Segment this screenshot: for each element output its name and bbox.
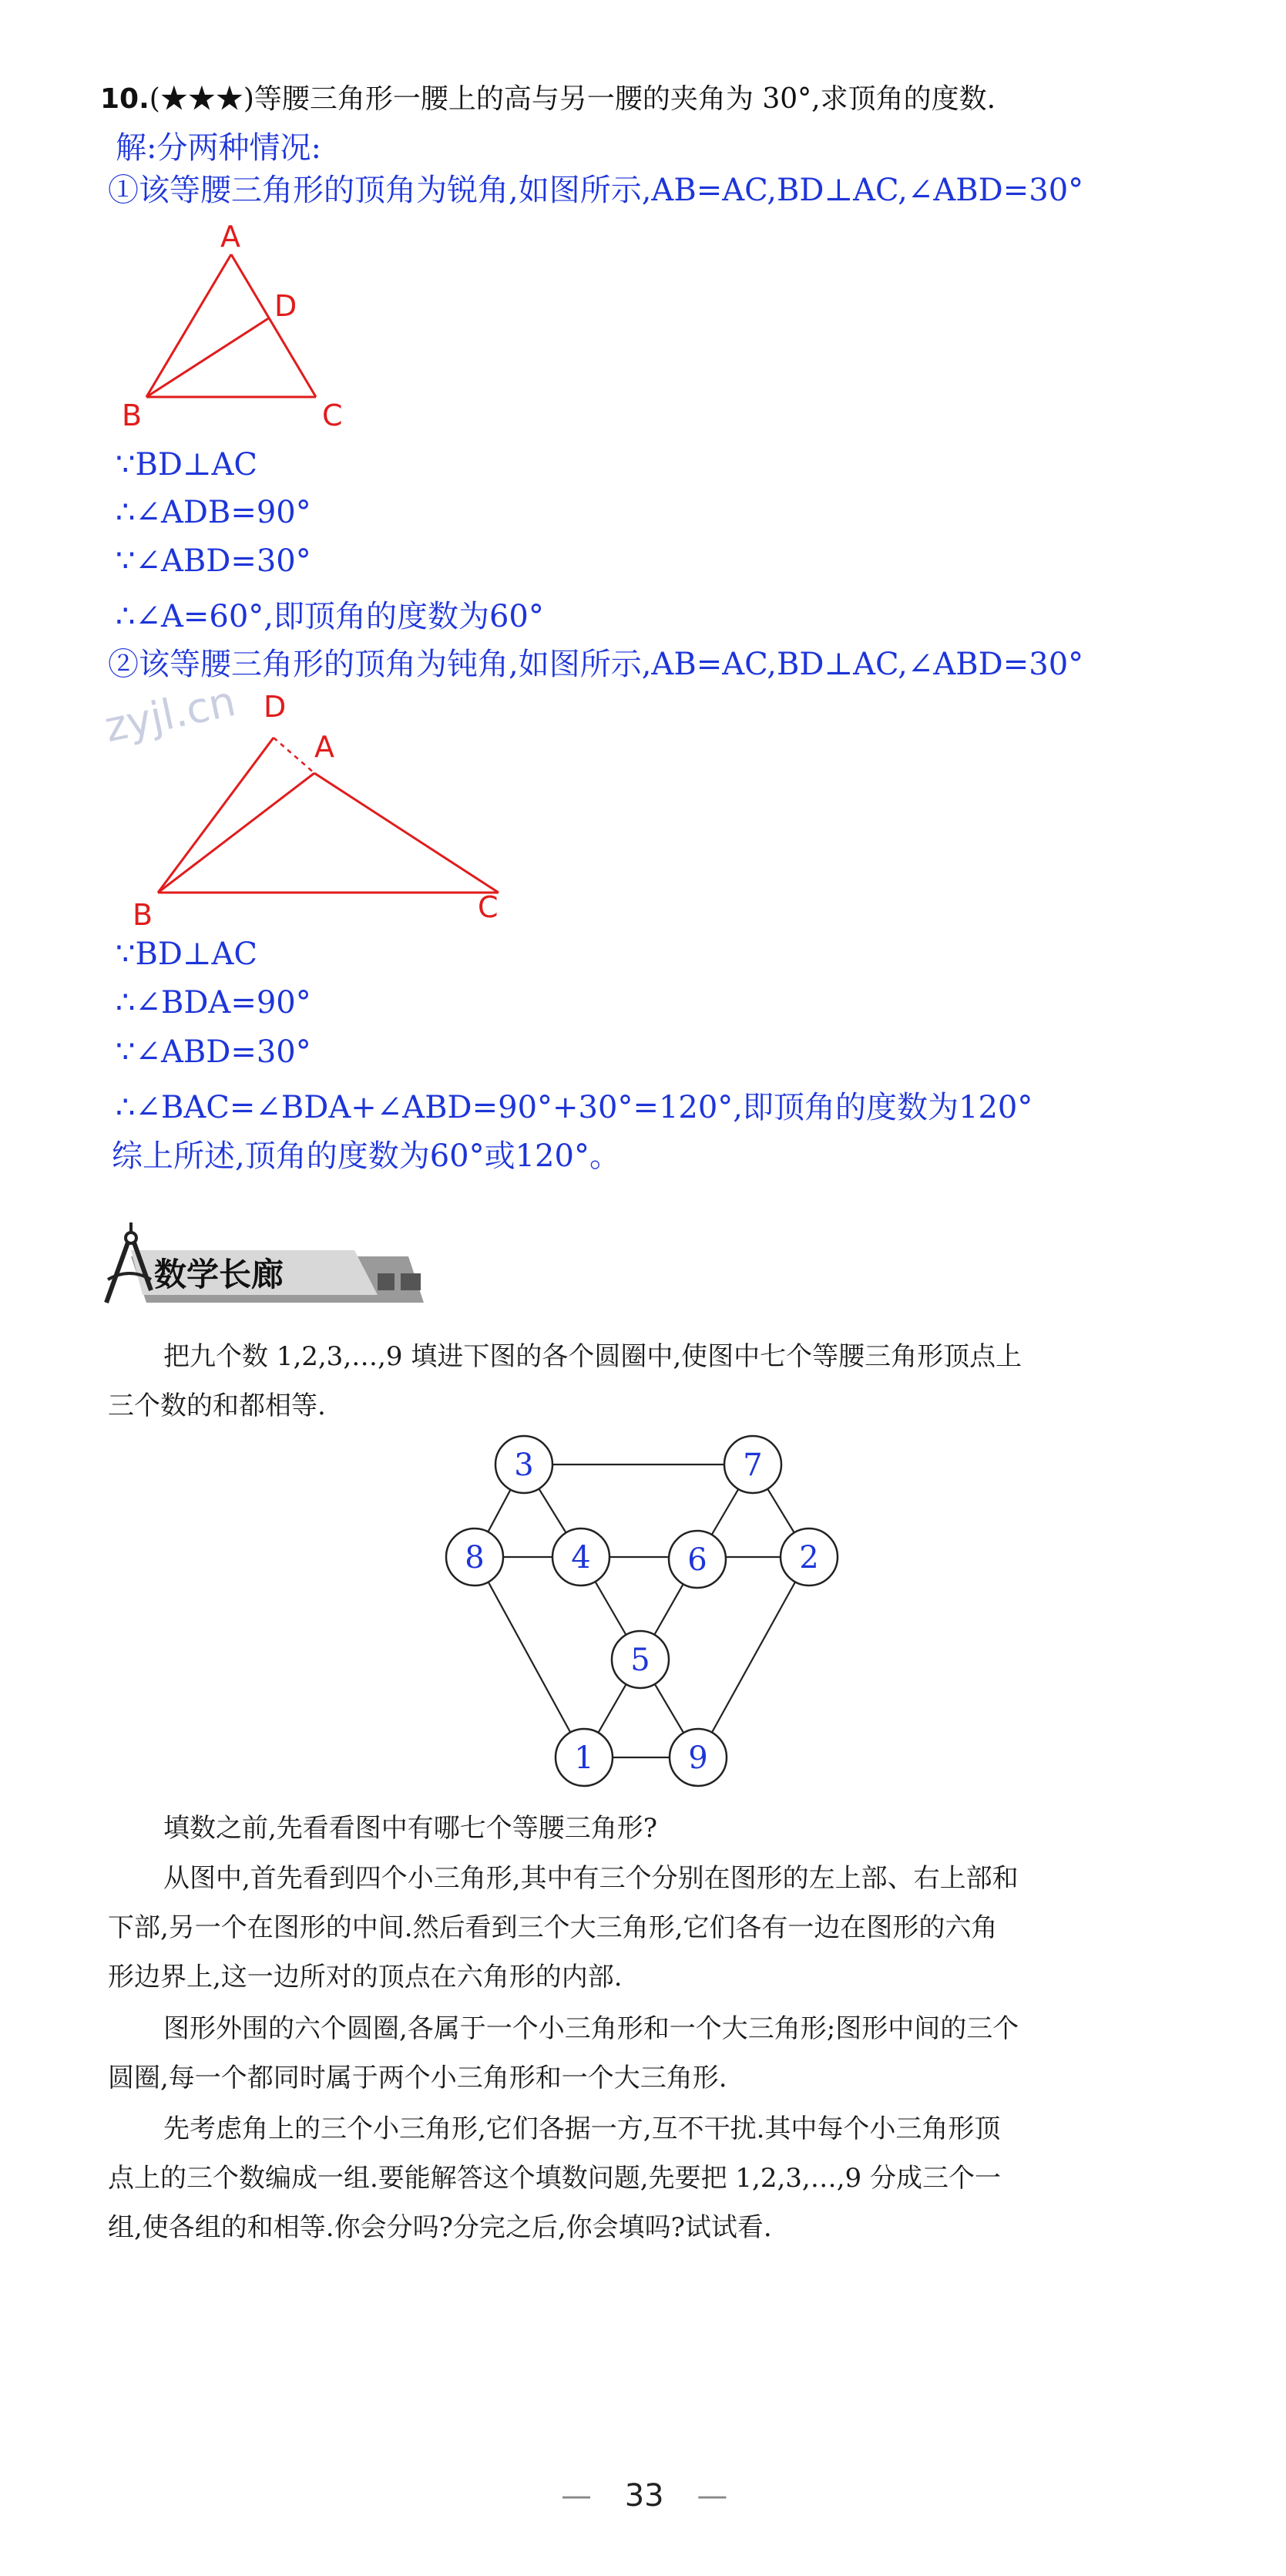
segment-ac: [231, 254, 316, 397]
math-corridor-banner: [100, 1218, 431, 1310]
label-b: B: [122, 399, 143, 432]
svg-text:9: 9: [688, 1740, 708, 1776]
corridor-para2-line2: 下部,另一个在图形的中间.然后看到三个大三角形,它们各有一边在图形的六角: [108, 1912, 998, 1943]
banner-block-1: [378, 1273, 395, 1290]
svg-text:8: 8: [465, 1540, 485, 1576]
node-9: [670, 1729, 727, 1786]
case1-heading: ①该等腰三角形的顶角为锐角,如图所示,AB=AC,BD⊥AC,∠ABD=30°: [108, 173, 1084, 208]
page-number: 33: [624, 2478, 664, 2514]
label-a: A: [314, 730, 334, 764]
footer-dash-left: —: [561, 2478, 592, 2514]
case1-step-4: ∴∠A=60°,即顶角的度数为60°: [116, 599, 544, 634]
corridor-para4-line1: 先考虑角上的三个小三角形,它们各据一方,互不干扰.其中每个小三角形顶: [163, 2114, 1001, 2144]
segment-ab: [146, 254, 231, 397]
label-a: A: [220, 224, 240, 254]
diagram-lines: [475, 1465, 809, 1757]
acute-triangle-figure: [116, 224, 378, 439]
corridor-para2-line1: 从图中,首先看到四个小三角形,其中有三个分别在图形的左上部、右上部和: [163, 1863, 1019, 1894]
case2-step-1: ∵BD⊥AC: [116, 937, 258, 972]
node-5: [612, 1631, 669, 1688]
case2-heading: ②该等腰三角形的顶角为钝角,如图所示,AB=AC,BD⊥AC,∠ABD=30°: [108, 647, 1084, 682]
page-footer: [561, 2478, 727, 2514]
label-b: B: [133, 898, 153, 932]
corridor-para4-line3: 组,使各组的和相等.你会分吗?分完之后,你会填吗?试试看.: [108, 2212, 772, 2243]
question-number: 10.: [100, 83, 149, 115]
banner-block-2: [401, 1273, 421, 1290]
label-c: C: [478, 890, 499, 924]
node-1: [556, 1729, 613, 1786]
case2-step-3: ∵∠ABD=30°: [116, 1034, 311, 1070]
corridor-para2-line3: 形边界上,这一边所对的顶点在六角形的内部.: [108, 1962, 623, 1993]
segment-bd: [146, 318, 270, 397]
segment-ba: [158, 773, 314, 893]
node-4: [552, 1528, 609, 1586]
watermark: zyjl.cn: [100, 676, 240, 752]
case1-step-3: ∵∠ABD=30°: [116, 543, 311, 579]
solution-intro: 解:分两种情况:: [116, 130, 321, 166]
corridor-para1: 填数之前,先看看图中有哪七个等腰三角形?: [163, 1813, 658, 1844]
node-3: [495, 1436, 552, 1493]
extension-ad-dashed: [274, 738, 314, 773]
svg-text:4: 4: [571, 1540, 591, 1576]
node-2: [781, 1528, 838, 1586]
question-line: [100, 77, 996, 116]
case1-step-2: ∴∠ADB=90°: [116, 495, 311, 530]
corridor-para3-line1: 图形外围的六个圆圈,各属于一个小三角形和一个大三角形;图形中间的三个: [163, 2013, 1019, 2044]
corridor-para4-line2: 点上的三个数编成一组.要能解答这个填数问题,先要把 1,2,3,…,9 分成三个一: [108, 2163, 1001, 2194]
label-d: D: [274, 289, 297, 323]
label-d: D: [264, 694, 287, 724]
corridor-intro-1: 把九个数 1,2,3,…,9 填进下图的各个圆圈中,使图中七个等腰三角形顶点上: [163, 1341, 1022, 1372]
segment-bd: [158, 738, 274, 893]
footer-dash-right: —: [697, 2478, 728, 2514]
segment-ac: [314, 773, 499, 893]
question-stars: (★★★): [149, 83, 254, 115]
solution-conclusion: 综上所述,顶角的度数为60°或120°。: [112, 1138, 620, 1174]
number-placement-diagram: [431, 1426, 855, 1796]
case2-step-2: ∴∠BDA=90°: [116, 985, 311, 1021]
node-6: [669, 1531, 726, 1588]
banner-title: 数学长廊: [154, 1256, 284, 1293]
svg-text:2: 2: [799, 1540, 819, 1576]
question-text: 等腰三角形一腰上的高与另一腰的夹角为 30°,求顶角的度数.: [254, 83, 996, 115]
obtuse-triangle-figure: [116, 694, 532, 940]
corridor-para3-line2: 圆圈,每一个都同时属于两个小三角形和一个大三角形.: [108, 2063, 727, 2093]
svg-text:7: 7: [743, 1448, 763, 1483]
node-8: [446, 1528, 503, 1586]
case1-step-1: ∵BD⊥AC: [116, 447, 258, 483]
label-c: C: [322, 399, 343, 432]
svg-text:5: 5: [630, 1643, 650, 1678]
corridor-intro-2: 三个数的和都相等.: [108, 1391, 326, 1421]
svg-text:6: 6: [687, 1542, 707, 1578]
case2-step-4: ∴∠BAC=∠BDA+∠ABD=90°+30°=120°,即顶角的度数为120°: [116, 1090, 1033, 1125]
node-7: [724, 1436, 781, 1493]
svg-text:1: 1: [574, 1740, 594, 1776]
svg-text:3: 3: [514, 1448, 534, 1483]
